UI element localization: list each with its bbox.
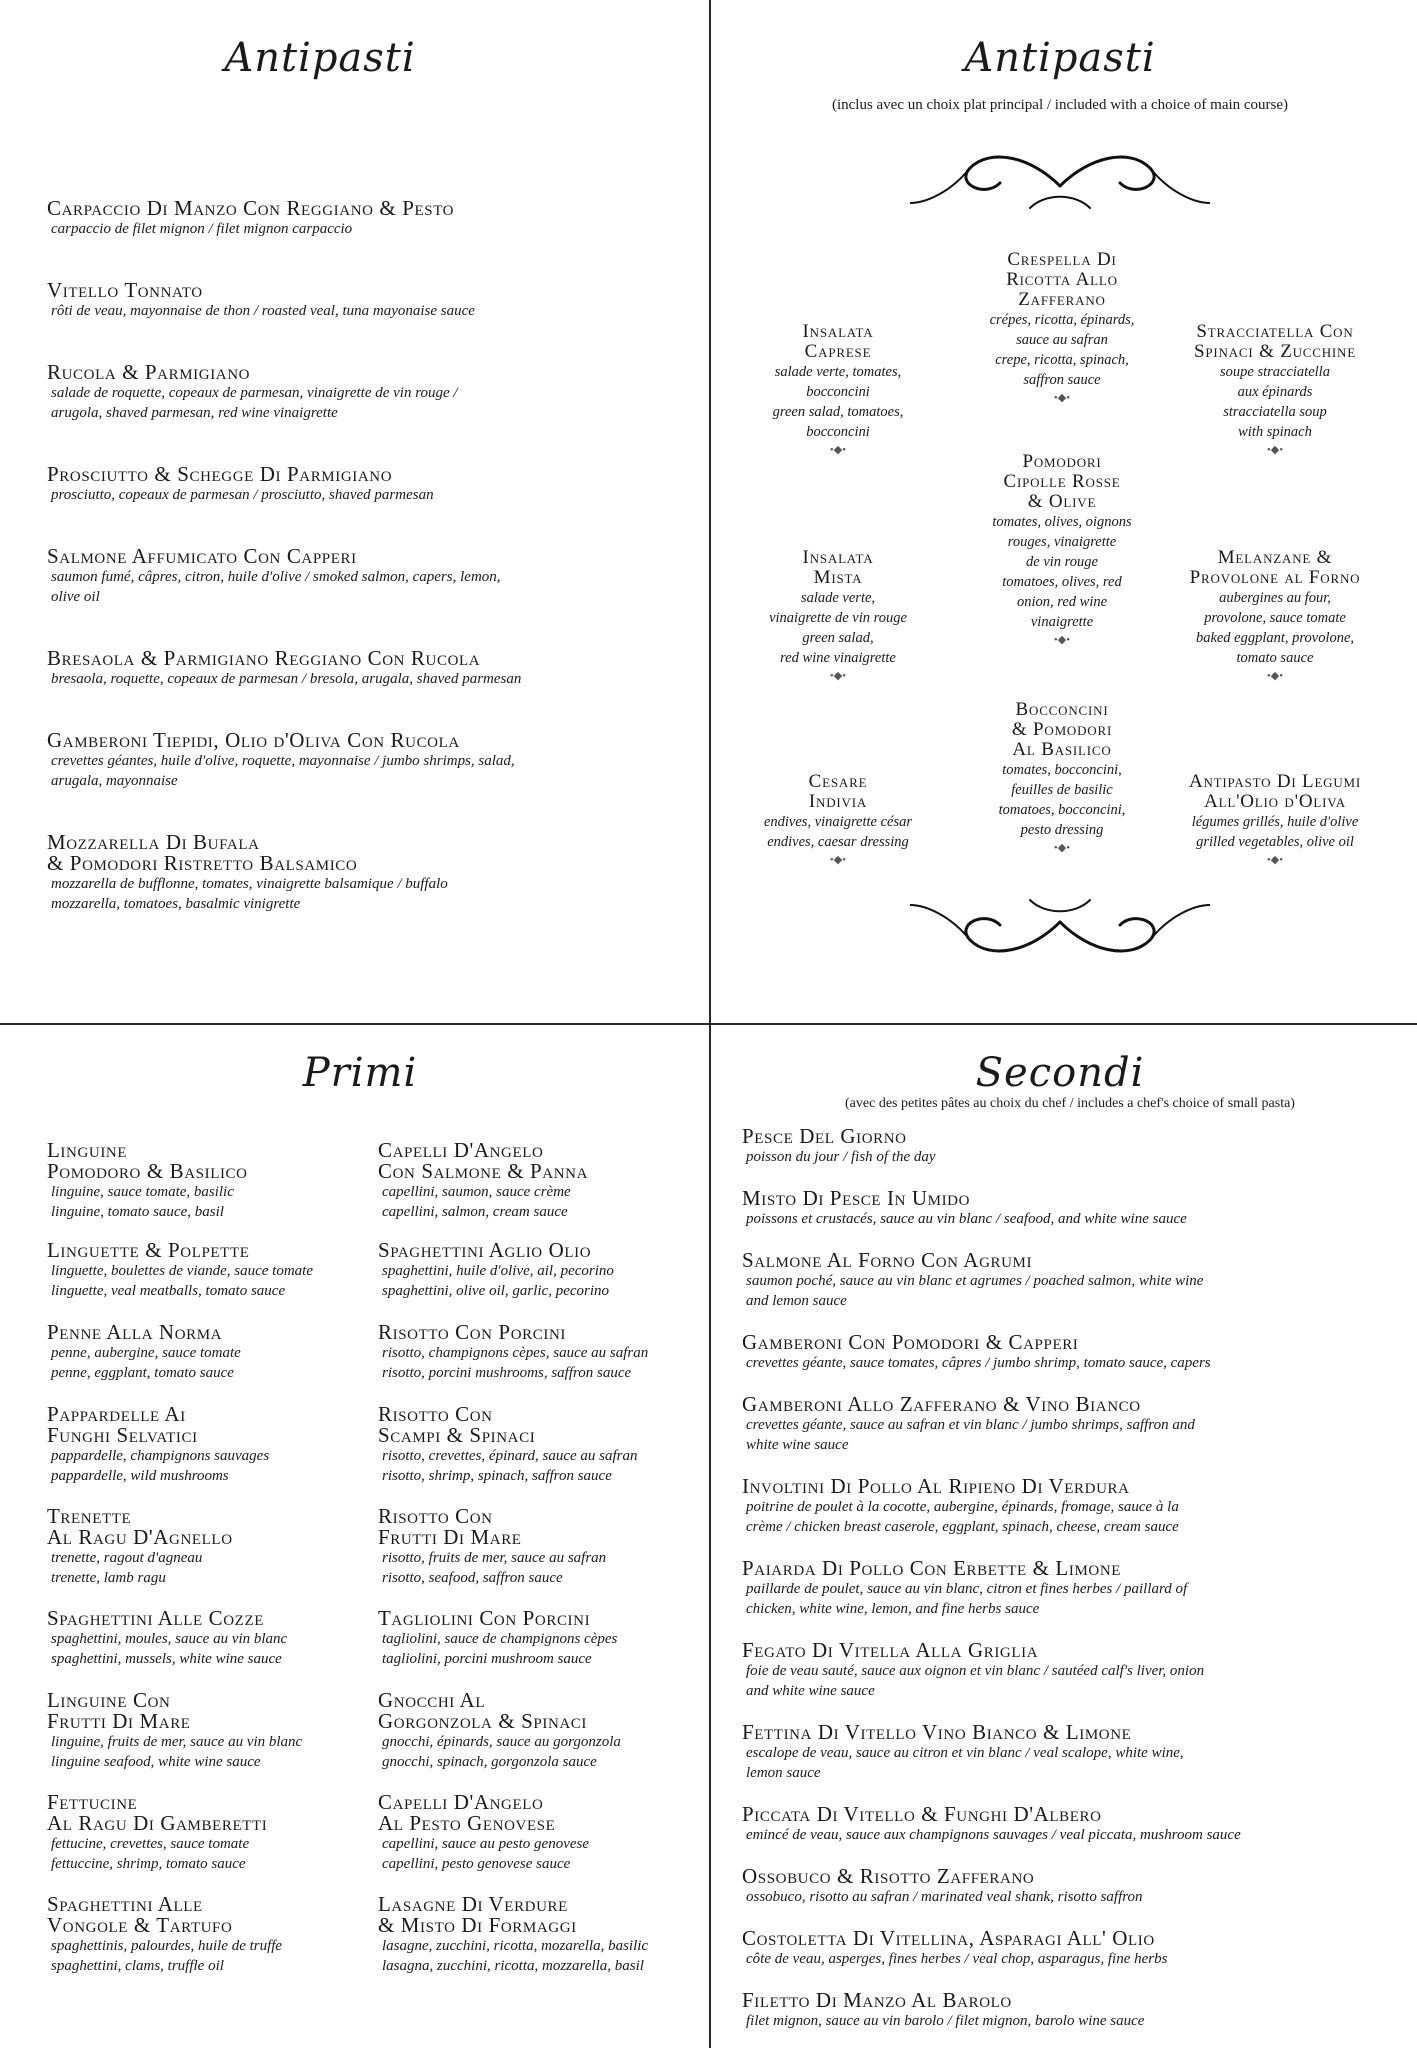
dish-description: fettucine, crevettes, sauce tomate fettuccine, shrimp, tomato sauce (51, 1836, 250, 1872)
menu-item (742, 1928, 1402, 1969)
dish-name: Salmone Al Forno Con Agrumi (742, 1248, 1033, 1272)
dish-name: Piccata Di Vitello & Funghi D'Albero (742, 1802, 1102, 1826)
dish-description: poitrine de poulet à la cocotte, aubergine, épinards, fromage, sauce à la crème / chicken breast caserole, eggplant, spinach, cheese, cream sauce (746, 1499, 1179, 1535)
dish-name: Crespella Di Ricotta Allo Zafferano (1006, 249, 1118, 310)
dish-name: Paiarda Di Pollo Con Erbette & Limone (742, 1556, 1122, 1580)
dish-description: spaghettinis, palourdes, huile de truffe spaghettini, clams, truffle oil (51, 1938, 283, 1974)
dish-name: Filetto Di Manzo Al Barolo (742, 1988, 1012, 2012)
dish-description: salade verte, tomates, bocconcini green salad, tomatoes, bocconcini (772, 364, 904, 440)
dish-name: Misto Di Pesce In Umido (742, 1186, 971, 1210)
dish-description: bresaola, roquette, copeaux de parmesan / bresola, arugala, shaved parmesan (51, 671, 522, 687)
dish-name: Linguine Con Frutti Di Mare (47, 1688, 191, 1733)
flourish-top (910, 148, 1210, 218)
menu-item (47, 1894, 367, 1976)
dish-name: Spaghettini Alle Cozze (47, 1606, 264, 1630)
dish-name: Risotto Con Porcini (378, 1320, 566, 1344)
dish-description: tagliolini, sauce de champignons cèpes tagliolini, porcini mushroom sauce (382, 1631, 618, 1667)
dish-description: emincé de veau, sauce aux champignons sauvages / veal piccata, mushroom sauce (746, 1827, 1241, 1843)
menu-item (723, 322, 953, 456)
dish-name: Risotto Con Scampi & Spinaci (378, 1402, 536, 1447)
dish-description: capellini, saumon, sauce crème capellini, salmon, cream sauce (382, 1184, 571, 1220)
menu-item (47, 280, 667, 321)
dish-description: crevettes géante, sauce tomates, câpres / jumbo shrimp, tomato sauce, capers (746, 1355, 1211, 1371)
menu-item (947, 700, 1177, 854)
menu-item (47, 1240, 367, 1301)
dish-name: Gamberoni Allo Zafferano & Vino Bianco (742, 1392, 1141, 1416)
horizontal-divider (0, 1023, 1417, 1025)
dish-description: crevettes géantes, huile d'olive, roquette, mayonnaise / jumbo shrimps, salad, arugala, mayonnaise (51, 753, 515, 789)
dish-name: Gnocchi Al Gorgonzola & Spinaci (378, 1688, 588, 1733)
menu-item (947, 250, 1177, 404)
dish-name: Capelli D'Angelo Con Salmone & Panna (378, 1138, 589, 1183)
dish-description: aubergines au four, provolone, sauce tomate baked eggplant, provolone, tomato sauce (1195, 590, 1355, 666)
dish-name: Stracciatella Con Spinaci & Zucchine (1194, 321, 1356, 362)
dish-description: poissons et crustacés, sauce au vin blanc / seafood, and white wine sauce (746, 1211, 1187, 1227)
menu-item (742, 1250, 1402, 1311)
menu-item (378, 1506, 698, 1588)
dish-description: saumon fumé, câpres, citron, huile d'olive / smoked salmon, capers, lemon, olive oil (51, 569, 501, 605)
antipasti-heading-right: Antipasti (964, 35, 1156, 81)
menu-item (47, 1404, 367, 1486)
dish-name: Antipasto Di Legumi All'Olio d'Oliva (1188, 771, 1362, 812)
dish-name: Fettucine Al Ragu Di Gamberetti (47, 1790, 268, 1835)
dish-description: paillarde de poulet, sauce au vin blanc, citron et fines herbes / paillard of chicken, white wine, lemon, and fine herbs sauce (746, 1581, 1188, 1617)
menu-item (47, 730, 667, 791)
dish-name: Gamberoni Con Pomodori & Capperi (742, 1330, 1079, 1354)
dish-description: linguine, fruits de mer, sauce au vin blanc linguine seafood, white wine sauce (51, 1734, 303, 1770)
dish-description: saumon poché, sauce au vin blanc et agrumes / poached salmon, white wine and lemon sauce (746, 1273, 1204, 1309)
menu-item (742, 1804, 1402, 1845)
dish-description: soupe stracciatella aux épinards stracciatella soup with spinach (1220, 364, 1330, 440)
dish-name: Vitello Tonnato (47, 278, 203, 302)
menu-item (742, 1188, 1402, 1229)
dish-name: Penne Alla Norma (47, 1320, 223, 1344)
menu-item (47, 832, 667, 914)
menu-item (47, 1140, 367, 1222)
menu-item (378, 1894, 698, 1976)
dish-name: Prosciutto & Schegge Di Parmigiano (47, 462, 393, 486)
dish-name: Linguette & Polpette (47, 1238, 250, 1262)
dish-description: endives, vinaigrette césar endives, caesar dressing (763, 814, 913, 850)
menu-item (47, 1322, 367, 1383)
menu-item (47, 1608, 367, 1669)
dish-description: linguine, sauce tomate, basilic linguine, tomato sauce, basil (51, 1184, 234, 1220)
dish-name: Spaghettini Aglio Olio (378, 1238, 592, 1262)
dish-description: lasagne, zucchini, ricotta, mozarella, basilic lasagna, zucchini, ricotta, mozzarella, basil (382, 1938, 649, 1974)
dish-name: Gamberoni Tiepidi, Olio d'Oliva Con Rucola (47, 728, 460, 752)
dish-name: Cesare Indivia (808, 771, 868, 812)
dish-name: Insalata Mista (802, 547, 874, 588)
dish-name: Rucola & Parmigiano (47, 360, 251, 384)
menu-item (378, 1608, 698, 1669)
menu-item (47, 546, 667, 607)
dish-name: Capelli D'Angelo Al Pesto Genovese (378, 1790, 556, 1835)
dish-description: légumes grillés, huile d'olive grilled vegetables, olive oil (1191, 814, 1359, 850)
flourish-bottom (910, 890, 1210, 960)
antipasti-included-note: (inclus avec un choix plat principal / included with a choice of main course) (831, 97, 1289, 113)
ornament-icon: •◆• (829, 670, 847, 682)
dish-description: gnocchi, épinards, sauce au gorgonzola gnocchi, spinach, gorgonzola sauce (382, 1734, 621, 1770)
dish-name: Linguine Pomodoro & Basilico (47, 1138, 248, 1183)
dish-name: Insalata Caprese (802, 321, 874, 362)
dish-name: Costoletta Di Vitellina, Asparagi All' Olio (742, 1926, 1155, 1950)
menu-item (742, 1332, 1402, 1373)
dish-description: carpaccio de filet mignon / filet mignon carpaccio (51, 221, 353, 237)
dish-name: Spaghettini Alle Vongole & Tartufo (47, 1892, 233, 1937)
menu-item (378, 1322, 698, 1383)
dish-name: Lasagne Di Verdure & Misto Di Formaggi (378, 1892, 577, 1937)
dish-description: spaghettini, moules, sauce au vin blanc spaghettini, mussels, white wine sauce (51, 1631, 288, 1667)
menu-item (742, 1126, 1402, 1167)
dish-description: escalope de veau, sauce au citron et vin blanc / veal scalope, white wine, lemon sauce (746, 1745, 1184, 1781)
menu-item (47, 1506, 367, 1588)
menu-item (47, 464, 667, 505)
dish-description: penne, aubergine, sauce tomate penne, eggplant, tomato sauce (51, 1345, 241, 1381)
dish-name: Pesce Del Giorno (742, 1124, 907, 1148)
menu-item (742, 1722, 1402, 1783)
dish-name: Pomodori Cipolle Rosse & Olive (1003, 451, 1121, 512)
ornament-icon: •◆• (1266, 854, 1284, 866)
dish-description: risotto, champignons cèpes, sauce au safran risotto, porcini mushrooms, saffron sauce (382, 1345, 649, 1381)
dish-description: prosciutto, copeaux de parmesan / prosciutto, shaved parmesan (51, 487, 434, 503)
menu-item (742, 1640, 1402, 1701)
dish-name: Carpaccio Di Manzo Con Reggiano & Pesto (47, 196, 455, 220)
ornament-icon: •◆• (1266, 444, 1284, 456)
dish-description: rôti de veau, mayonnaise de thon / roasted veal, tuna mayonaise sauce (51, 303, 475, 319)
dish-description: salade verte, vinaigrette de vin rouge green salad, red wine vinaigrette (769, 590, 907, 666)
dish-name: Trenette Al Ragu D'Agnello (47, 1504, 233, 1549)
ornament-icon: •◆• (1053, 634, 1071, 646)
ornament-icon: •◆• (1053, 842, 1071, 854)
menu-item (47, 648, 667, 689)
dish-description: filet mignon, sauce au vin barolo / filet mignon, barolo wine sauce (746, 2013, 1145, 2029)
dish-description: linguette, boulettes de viande, sauce tomate linguette, veal meatballs, tomato sauce (51, 1263, 314, 1299)
menu-item (47, 1690, 367, 1772)
ornament-icon: •◆• (1266, 670, 1284, 682)
dish-description: trenette, ragout d'agneau trenette, lamb ragu (51, 1550, 203, 1586)
dish-description: spaghettini, huile d'olive, ail, pecorino spaghettini, olive oil, garlic, pecorino (382, 1263, 614, 1299)
dish-name: Fettina Di Vitello Vino Bianco & Limone (742, 1720, 1132, 1744)
dish-name: Bocconcini & Pomodori Al Basilico (1011, 699, 1113, 760)
dish-description: côte de veau, asperges, fines herbes / veal chop, asparagus, fine herbs (746, 1951, 1168, 1967)
menu-item (1160, 322, 1390, 456)
secondi-pasta-note: (avec des petites pâtes au choix du chef / includes a chef's choice of small pasta) (845, 1096, 1295, 1111)
menu-item (378, 1690, 698, 1772)
dish-name: Tagliolini Con Porcini (378, 1606, 591, 1630)
dish-description: risotto, fruits de mer, sauce au safran risotto, seafood, saffron sauce (382, 1550, 607, 1586)
dish-description: salade de roquette, copeaux de parmesan, vinaigrette de vin rouge / arugola, shaved parmesan, red wine vinaigrette (51, 385, 458, 421)
ornament-icon: •◆• (829, 444, 847, 456)
dish-description: ossobuco, risotto au safran / marinated veal shank, risotto saffron (746, 1889, 1143, 1905)
dish-description: pappardelle, champignons sauvages pappardelle, wild mushrooms (51, 1448, 270, 1484)
antipasti-heading-left: Antipasti (224, 35, 416, 81)
menu-item (378, 1140, 698, 1222)
dish-description: capellini, sauce au pesto genovese capellini, pesto genovese sauce (382, 1836, 590, 1872)
dish-description: mozzarella de bufflonne, tomates, vinaigrette balsamique / buffalo mozzarella, tomatoes, basalmic vinigrette (51, 876, 448, 912)
secondi-heading: Secondi (975, 1050, 1145, 1096)
menu-item (47, 198, 667, 239)
dish-description: poisson du jour / fish of the day (746, 1149, 936, 1165)
dish-description: tomates, olives, oignons rouges, vinaigrette de vin rouge tomatoes, olives, red onion, red wine vinaigrette (992, 514, 1132, 630)
dish-name: Bresaola & Parmigiano Reggiano Con Rucola (47, 646, 481, 670)
menu-item (742, 1476, 1402, 1537)
menu-item (947, 452, 1177, 646)
dish-name: Fegato Di Vitella Alla Griglia (742, 1638, 1039, 1662)
menu-item (378, 1240, 698, 1301)
dish-name: Ossobuco & Risotto Zafferano (742, 1864, 1035, 1888)
menu-item (1160, 548, 1390, 682)
dish-name: Risotto Con Frutti Di Mare (378, 1504, 522, 1549)
dish-name: Mozzarella Di Bufala & Pomodori Ristretto Balsamico (47, 830, 358, 875)
dish-name: Involtini Di Pollo Al Ripieno Di Verdura (742, 1474, 1130, 1498)
dish-description: crevettes géante, sauce au safran et vin blanc / jumbo shrimps, saffron and white wine sauce (746, 1417, 1195, 1453)
menu-item (742, 1866, 1402, 1907)
menu-item (723, 772, 953, 866)
ornament-icon: •◆• (829, 854, 847, 866)
dish-description: tomates, bocconcini, feuilles de basilic tomatoes, bocconcini, pesto dressing (998, 762, 1126, 838)
ornament-icon: •◆• (1053, 392, 1071, 404)
dish-name: Pappardelle Ai Funghi Selvatici (47, 1402, 198, 1447)
menu-item (742, 1990, 1402, 2031)
menu-item (378, 1792, 698, 1874)
menu-item (742, 1394, 1402, 1455)
primi-heading: Primi (302, 1050, 418, 1096)
menu-item (378, 1404, 698, 1486)
dish-description: foie de veau sauté, sauce aux oignon et vin blanc / sautéed calf's liver, onion and white wine sauce (746, 1663, 1205, 1699)
dish-description: risotto, crevettes, épinard, sauce au safran risotto, shrimp, spinach, saffron sauce (382, 1448, 638, 1484)
dish-name: Melanzane & Provolone al Forno (1189, 547, 1361, 588)
menu-item (1160, 772, 1390, 866)
menu-item (47, 1792, 367, 1874)
menu-item (723, 548, 953, 682)
dish-name: Salmone Affumicato Con Capperi (47, 544, 357, 568)
dish-description: crépes, ricotta, épinards, sauce au safran crepe, ricotta, spinach, saffron sauce (989, 312, 1135, 388)
menu-item (47, 362, 667, 423)
menu-item (742, 1558, 1402, 1619)
